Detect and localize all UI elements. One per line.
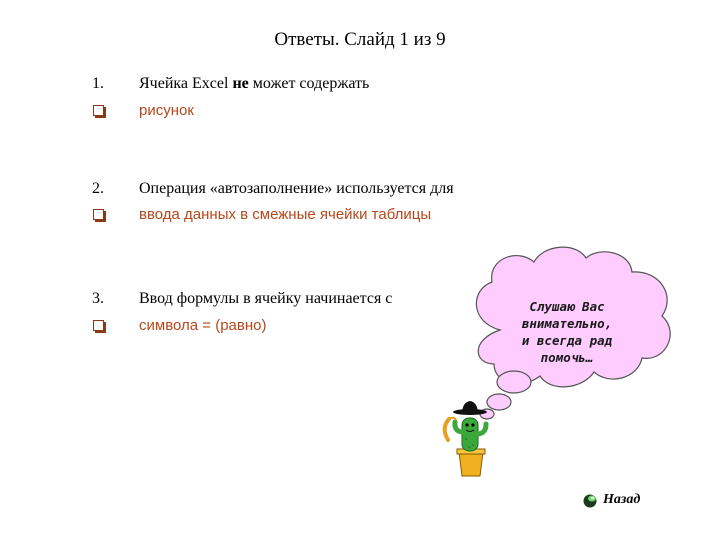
question-text: Операция «автозаполнение» используется для xyxy=(139,180,454,197)
slide-title: Ответы. Слайд 1 из 9 xyxy=(274,29,446,50)
question-text: Ввод формулы в ячейку начинается с xyxy=(139,290,393,307)
question-emphasis: не xyxy=(232,75,249,92)
answer-text: ввода данных в смежные ячейки таблицы xyxy=(139,206,432,223)
question-number: 1. xyxy=(92,75,104,92)
answer-text: символа = (равно) xyxy=(139,317,267,334)
thought-bubbles xyxy=(480,371,531,419)
back-icon xyxy=(582,492,598,508)
back-button[interactable] xyxy=(582,490,640,510)
question-number: 3. xyxy=(92,290,104,307)
cactus-mascot-icon xyxy=(445,401,487,476)
back-label: Назад xyxy=(603,492,641,507)
bubble-text: Слушаю Вас внимательно, и всегда рад помочь… xyxy=(521,299,613,365)
question-number: 2. xyxy=(92,180,104,197)
question-text: Ячейка Excel не может содержать xyxy=(139,75,370,92)
answer-text: рисунок xyxy=(139,102,194,119)
